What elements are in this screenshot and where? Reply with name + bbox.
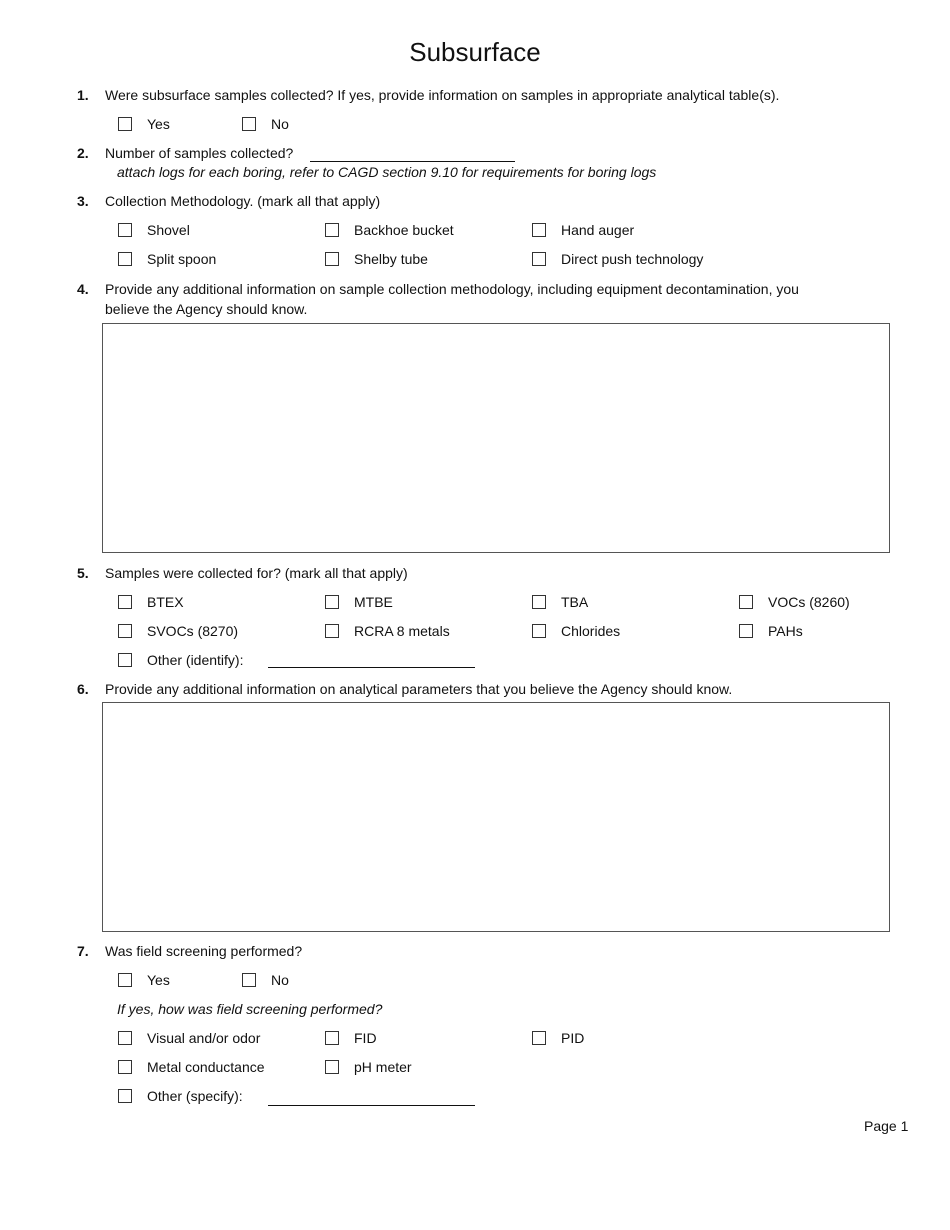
q3-shovel-label: Shovel <box>147 222 190 238</box>
q4-textarea[interactable] <box>103 324 889 552</box>
q5-pahs-label: PAHs <box>768 623 803 639</box>
q7-visual-odor-label: Visual and/or odor <box>147 1030 261 1046</box>
q1-text: Were subsurface samples collected? If yes, provide information on samples in appropriate analytical table(s). <box>105 87 780 103</box>
q3-split-spoon-label: Split spoon <box>147 251 217 267</box>
q7-other-label: Other (specify): <box>147 1088 243 1104</box>
page-number: Page 1 <box>864 1118 909 1134</box>
q7-metal-conductance-checkbox[interactable] <box>118 1060 132 1074</box>
q1-number: 1. <box>77 87 89 103</box>
q7-fid-checkbox[interactable] <box>325 1031 339 1045</box>
q6-textbox[interactable] <box>102 702 890 932</box>
q4-number: 4. <box>77 281 89 297</box>
q3-text: Collection Methodology. (mark all that apply) <box>105 193 381 209</box>
q7-number: 7. <box>77 943 89 959</box>
q1-yes-checkbox[interactable] <box>118 117 132 131</box>
q4-text-line2: believe the Agency should know. <box>105 301 308 317</box>
q1-no-checkbox[interactable] <box>242 117 256 131</box>
q3-shovel-checkbox[interactable] <box>118 223 132 237</box>
q4-text-line1: Provide any additional information on sample collection methodology, including equipment decontamination, you <box>105 281 799 297</box>
q5-tba-checkbox[interactable] <box>532 595 546 609</box>
q7-fid-label: FID <box>354 1030 377 1046</box>
q2-number: 2. <box>77 145 89 161</box>
q6-number: 6. <box>77 681 89 697</box>
q7-other-checkbox[interactable] <box>118 1089 132 1103</box>
q2-count-field[interactable] <box>310 161 515 162</box>
q5-other-checkbox[interactable] <box>118 653 132 667</box>
q5-chlorides-checkbox[interactable] <box>532 624 546 638</box>
q4-textbox[interactable] <box>102 323 890 553</box>
q7-other-field[interactable] <box>268 1105 475 1106</box>
q6-textarea[interactable] <box>103 703 889 931</box>
q5-mtbe-checkbox[interactable] <box>325 595 339 609</box>
q5-vocs-label: VOCs (8260) <box>768 594 850 610</box>
q7-ph-meter-checkbox[interactable] <box>325 1060 339 1074</box>
q7-pid-label: PID <box>561 1030 585 1046</box>
q7-text: Was field screening performed? <box>105 943 303 959</box>
q5-tba-label: TBA <box>561 594 589 610</box>
q5-other-label: Other (identify): <box>147 652 244 668</box>
q3-direct-push-label: Direct push technology <box>561 251 704 267</box>
q3-split-spoon-checkbox[interactable] <box>118 252 132 266</box>
q5-rcra-label: RCRA 8 metals <box>354 623 450 639</box>
q3-hand-auger-label: Hand auger <box>561 222 635 238</box>
q7-visual-odor-checkbox[interactable] <box>118 1031 132 1045</box>
q7-no-label: No <box>271 972 289 988</box>
q5-btex-label: BTEX <box>147 594 184 610</box>
q5-mtbe-label: MTBE <box>354 594 393 610</box>
q5-rcra-checkbox[interactable] <box>325 624 339 638</box>
q1-yes-label: Yes <box>147 116 170 132</box>
q3-backhoe-checkbox[interactable] <box>325 223 339 237</box>
q5-btex-checkbox[interactable] <box>118 595 132 609</box>
q7-followup: If yes, how was field screening performed? <box>117 1001 383 1017</box>
q5-svocs-label: SVOCs (8270) <box>147 623 239 639</box>
q7-metal-conductance-label: Metal conductance <box>147 1059 265 1075</box>
q5-text: Samples were collected for? (mark all that apply) <box>105 565 408 581</box>
q5-other-field[interactable] <box>268 667 475 668</box>
q3-backhoe-label: Backhoe bucket <box>354 222 454 238</box>
q3-direct-push-checkbox[interactable] <box>532 252 546 266</box>
q2-text: Number of samples collected? <box>105 145 294 161</box>
q3-shelby-tube-label: Shelby tube <box>354 251 428 267</box>
q5-vocs-checkbox[interactable] <box>739 595 753 609</box>
q5-pahs-checkbox[interactable] <box>739 624 753 638</box>
q5-svocs-checkbox[interactable] <box>118 624 132 638</box>
q2-note: attach logs for each boring, refer to CAGD section 9.10 for requirements for boring logs <box>117 164 657 180</box>
q7-yes-checkbox[interactable] <box>118 973 132 987</box>
q1-no-label: No <box>271 116 289 132</box>
q7-pid-checkbox[interactable] <box>532 1031 546 1045</box>
q7-no-checkbox[interactable] <box>242 973 256 987</box>
q5-number: 5. <box>77 565 89 581</box>
q3-number: 3. <box>77 193 89 209</box>
page-title: Subsurface <box>409 37 541 67</box>
q5-chlorides-label: Chlorides <box>561 623 621 639</box>
q6-text: Provide any additional information on analytical parameters that you believe the Agency should know. <box>105 681 733 697</box>
q7-ph-meter-label: pH meter <box>354 1059 412 1075</box>
q7-yes-label: Yes <box>147 972 170 988</box>
q3-shelby-tube-checkbox[interactable] <box>325 252 339 266</box>
q3-hand-auger-checkbox[interactable] <box>532 223 546 237</box>
